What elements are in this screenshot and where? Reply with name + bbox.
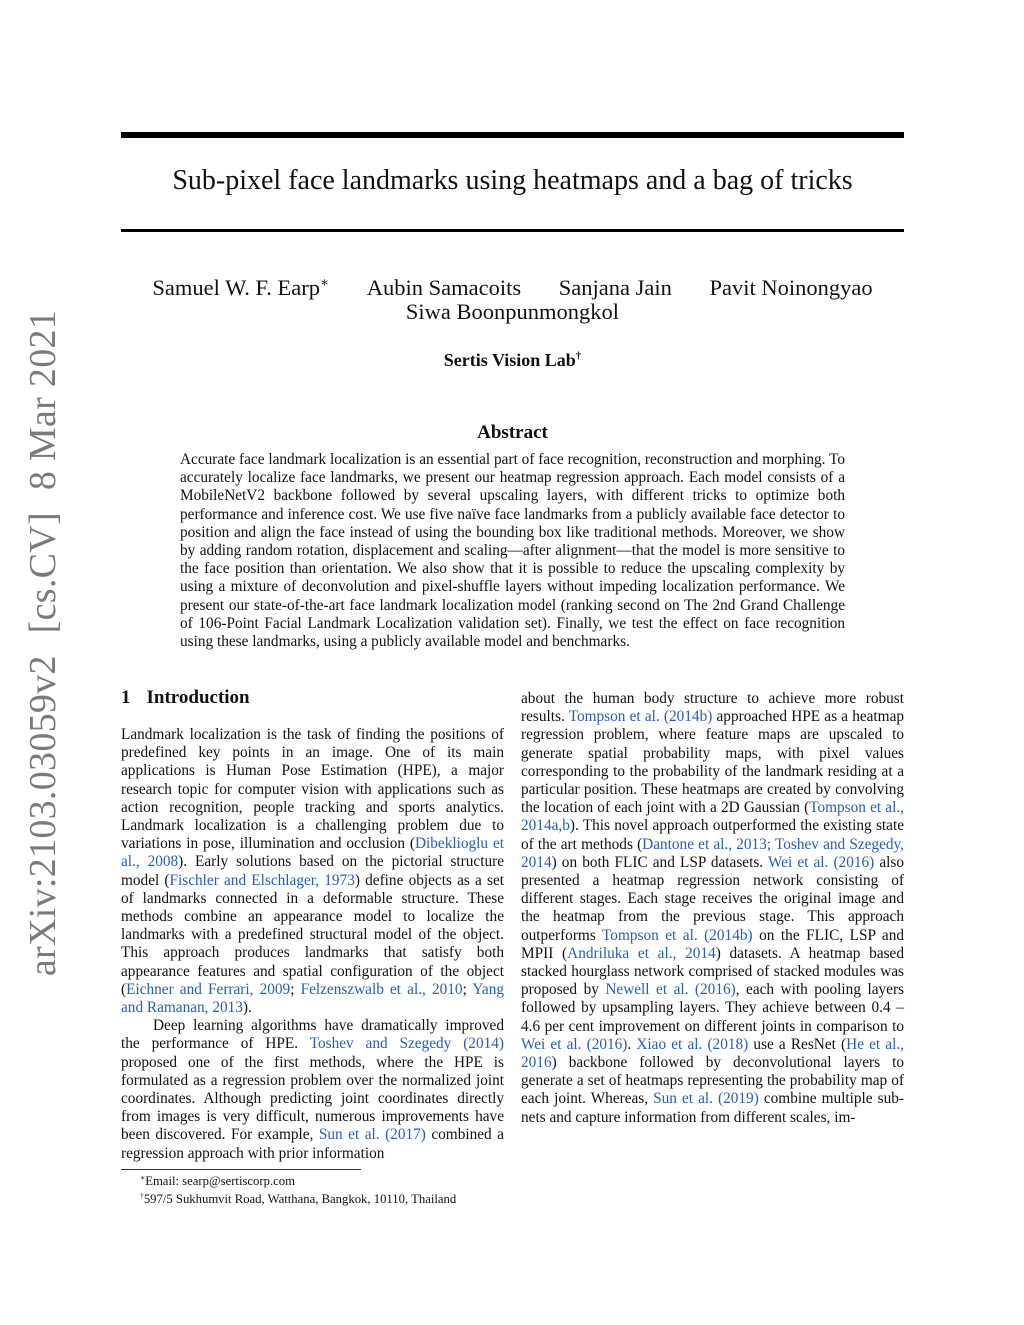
arxiv-date: 8 Mar 2021 — [22, 309, 64, 491]
right-column — [521, 690, 904, 1127]
arxiv-sidebar-stamp — [21, 304, 65, 982]
citation-link[interactable]: Dibeklioglu et al., 2008 — [121, 835, 504, 871]
author-noinongyao: Pavit Noinongyao — [709, 275, 873, 300]
citation-link[interactable]: Yang and Ramanan, 2013 — [121, 980, 505, 1017]
footnotes — [140, 1173, 640, 1208]
citation-link[interactable]: Fischler and Elschlager, 1973 — [169, 871, 355, 889]
abstract-body: Accurate face landmark localization is an essential part of face recognition, reconstruction and morphing. To accurately localize face landmarks, we present our heatmap regression approach. Each model consists of a MobileNetV2 backbone followed by several upscaling layers, with different tricks to optimize both performance and inference cost. We use five naïve face landmarks from a publicly available face detector to position and align the face instead of using the bounding box like traditional methods. Moreover, we show by adding random rotation, displacement and scaling—after alignment—that the model is more sensitive to the face position than orientation. We also show that it is possible to reduce the upscaling complexity by using a mixture of deconvolution and pixel-shuffle layers without impeding localization performance. We present our state-of-the-art face landmark localization model (ranking second on The 2nd Grand Challenge of 106-Point Facial Landmark Localization validation set). Finally, we test the effect on face recognition using these landmarks, using a publicly available model and benchmarks. — [180, 451, 845, 651]
footnote-divider — [121, 1169, 361, 1170]
affiliation: Sertis Vision Lab† — [443, 350, 582, 370]
citation-link[interactable]: Dantone et al., 2013; Toshev and Szegedy, 2014 — [521, 835, 904, 871]
arxiv-category: [cs.CV] — [22, 511, 64, 634]
intro-paragraph-2: Deep learning algorithms have dramatically improved the performance of HPE. Toshev and Szegedy (2014) proposed one of the first methods, where the HPE is formulated as a regression problem over the normalized joint coordinates. Although predicting joint coordinates directly from images is very difficult, numerous improvements have been discovered. For example, Sun et al. (2017) combined a regression approach with prior information — [121, 1017, 504, 1162]
citation-link[interactable]: Sun et al. (2017) — [318, 1126, 426, 1144]
citation-link[interactable]: Wei et al. (2016) — [521, 1035, 628, 1053]
citation-link[interactable]: Tompson et al. (2014b) — [568, 708, 713, 726]
citation-link[interactable]: Eichner and Ferrari, 2009 — [126, 980, 291, 998]
section-title: Introduction — [146, 687, 250, 708]
citation-link[interactable]: Tompson et al., 2014a,b — [521, 799, 904, 835]
paper-title: Sub-pixel face landmarks using heatmaps and a bag of tricks — [172, 165, 853, 196]
arxiv-id: arXiv:2103.03059v2 — [22, 655, 64, 977]
title-top-rule — [121, 132, 904, 138]
citation-link[interactable]: Xiao et al. (2018) — [636, 1035, 749, 1053]
footnote-email: ∗Email: searp@sertiscorp.com — [140, 1172, 295, 1188]
affiliation-footnote-mark: † — [575, 350, 582, 362]
citation-link[interactable]: Toshev and Szegedy (2014) — [309, 1035, 504, 1053]
citation-link[interactable]: Newell et al. (2016) — [605, 981, 736, 999]
citation-link[interactable]: Sun et al. (2019) — [653, 1090, 759, 1108]
author-boonpunmongkol: Siwa Boonpunmongkol — [405, 299, 620, 324]
citation-link[interactable]: Tompson et al. (2014b) — [602, 926, 753, 944]
citation-link[interactable]: Wei et al. (2016) — [767, 853, 875, 871]
author-footnote-mark: ∗ — [319, 274, 330, 290]
left-column — [121, 726, 504, 1163]
footnote-address: †597/5 Sukhumvit Road, Watthana, Bangkok, 10110, Thailand — [140, 1190, 457, 1206]
author-earp: Samuel W. F. Earp∗ — [152, 274, 330, 300]
title-bottom-rule — [121, 229, 904, 232]
intro-paragraph-1: Landmark localization is the task of finding the positions of predefined key points in an image. One of its main applications is Human Pose Estimation (HPE), a major research topic for computer vision with applications such as action recognition, people tracking and sports analytics. Landmark localization is a challenging problem due to variations in pose, illumination and occlusion (Dibeklioglu et al., 2008). Early solutions based on the pictorial structure model (Fischler and Elschlager, 1973) define objects as a set of landmarks connected in a deformable structure. These methods combine an appearance model to localize the landmarks with a predefined structural model of the object. This approach produces landmarks that satisfy both appearance features and spatial configuration of the object (Eichner and Ferrari, 2009; Felzenszwalb et al., 2010; Yang and Ramanan, 2013). — [121, 726, 505, 1017]
citation-link[interactable]: He et al., 2016 — [521, 1035, 904, 1072]
section-number: 1 — [121, 687, 131, 708]
citation-link[interactable]: Andriluka et al., 2014 — [567, 944, 716, 962]
abstract-heading: Abstract — [477, 422, 548, 443]
citation-link[interactable]: Felzenszwalb et al., 2010 — [300, 980, 463, 998]
author-jain: Sanjana Jain — [558, 275, 672, 300]
section-heading-introduction — [121, 686, 504, 710]
intro-paragraph-3: about the human body structure to achieve more robust results. Tompson et al. (2014b) approached HPE as a heatmap regression problem, where feature maps are upscaled to generate spatial probability maps, with pixel values corresponding to the probability of the landmark residing at a particular position. These heatmaps are created by convolving the location of each joint with a 2D Gaussian (Tompson et al., 2014a,b). This novel approach outperformed the existing state of the art methods (Dantone et al., 2013; Toshev and Szegedy, 2014) on both FLIC and LSP datasets. Wei et al. (2016) also presented a heatmap regression network consisting of different stages. Each stage receives the original image and the heatmap from the previous stage. This approach outperforms Tompson et al. (2014b) on the FLIC, LSP and MPII (Andriluka et al., 2014) datasets. A heatmap based stacked hourglass network comprised of stacked modules was proposed by Newell et al. (2016), each with pooling layers followed by upsampling layers. They achieve between 0.4 – 4.6 per cent improvement on different joints in comparison to Wei et al. (2016). Xiao et al. (2018) use a ResNet (He et al., 2016) backbone followed by deconvolutional layers to generate a set of heatmaps representing the probability map of each joint. Whereas, Sun et al. (2019) combine multiple sub-nets and capture information from different scales, im- — [521, 690, 905, 1126]
author-samacoits: Aubin Samacoits — [366, 275, 522, 300]
